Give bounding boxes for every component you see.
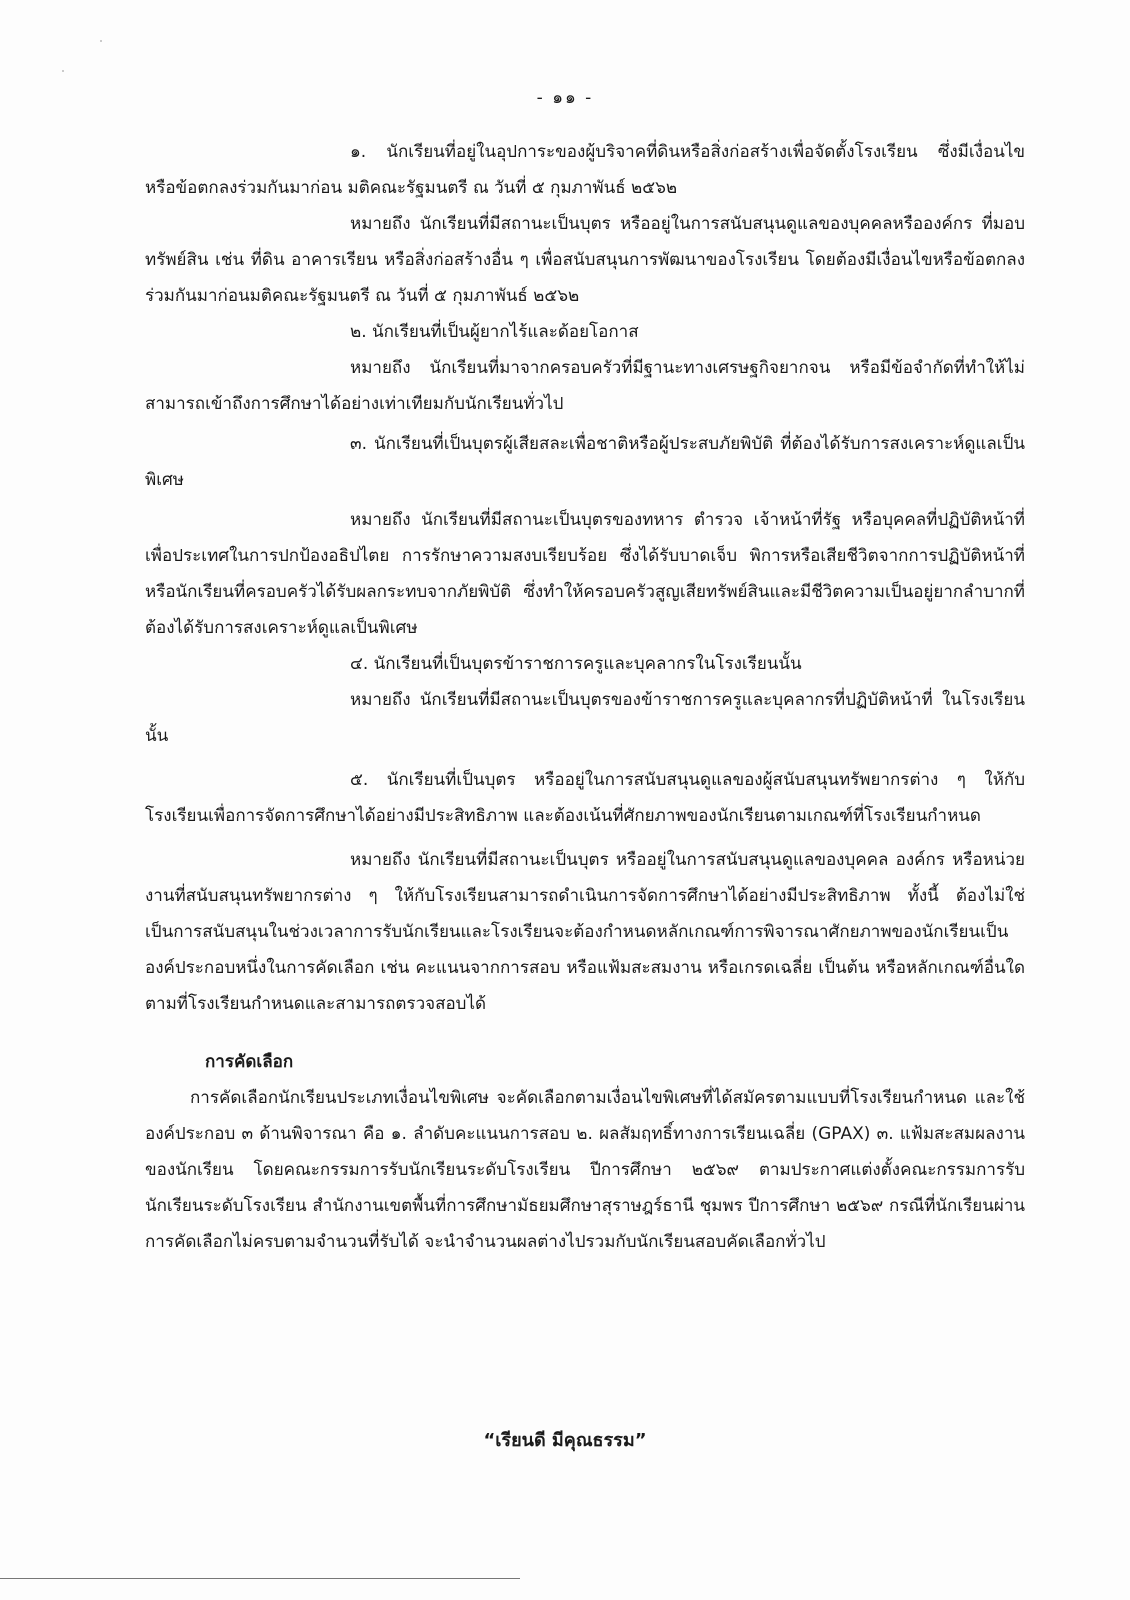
item-2-heading: ๒. นักเรียนที่เป็นผู้ยากไร้และด้อยโอกาส [350,322,639,342]
item-1-heading: ๑. นักเรียนที่อยู่ในอุปการะของผู้บริจาคที่ดินหรือสิ่งก่อสร้างเพื่อจัดตั้งโรงเรียน ซึ่งมีเงื่อนไขหรือข้อตกลงร่วมกันมาก่อน มติคณะรัฐมนตรี ณ วันที่ ๕ กุมภาพันธ์ ๒๕๖๒ [145,142,1025,198]
scan-edge-line [0,1578,520,1579]
item-1-meaning: หมายถึง นักเรียนที่มีสถานะเป็นบุตร หรืออยู่ในการสนับสนุนดูแลของบุคคลหรือองค์กร ที่มอบทรัพย์สิน เช่น ที่ดิน อาคารเรียน หรือสิ่งก่อสร้างอื่น ๆ เพื่อสนับสนุนการพัฒนาของโรงเรียน โดยต้องมีเงื่อนไขหรือข้อตกลงร่วมกันมาก่อนมติคณะรัฐมนตรี ณ วันที่ ๕ กุมภาพันธ์ ๒๕๖๒ [145,214,1025,306]
item-3-heading: ๓. นักเรียนที่เป็นบุตรผู้เสียสละเพื่อชาติหรือผู้ประสบภัยพิบัติ ที่ต้องได้รับการสงเคราะห์ดูแลเป็นพิเศษ [145,434,1025,490]
selection-heading: การคัดเลือก [205,1052,294,1072]
school-motto: “เรียนดี มีคุณธรรม” [483,1430,647,1451]
scan-speck [100,40,102,42]
selection-text: การคัดเลือกนักเรียนประเภทเงื่อนไขพิเศษ จะคัดเลือกตามเงื่อนไขพิเศษที่ได้สมัครตามแบบที่โรงเรียนกำหนด และใช้องค์ประกอบ ๓ ด้านพิจารณา คือ ๑. ลำดับคะแนนการสอบ ๒. ผลสัมฤทธิ์ทางการเรียนเฉลี่ย (GPAX) ๓. แฟ้มสะสมผลงานของนักเรียน โดยคณะกรรมการรับนักเรียนระดับโรงเรียน ปีการศึกษา ๒๕๖๙ ตามประกาศแต่งตั้งคณะกรรมการรับนักเรียนระดับโรงเรียน สำนักงานเขตพื้นที่การศึกษามัธยมศึกษาสุราษฎร์ธานี ชุมพร ปีการศึกษา ๒๕๖๙ กรณีที่นักเรียนผ่านการคัดเลือกไม่ครบตามจำนวนที่รับได้ จะนำจำนวนผลต่างไปรวมกับนักเรียนสอบคัดเลือกทั่วไป [145,1088,1025,1252]
page-number: - ๑๑ - [536,88,594,108]
item-5-meaning: หมายถึง นักเรียนที่มีสถานะเป็นบุตร หรืออยู่ในการสนับสนุนดูแลของบุคคล องค์กร หรือหน่วยงานที่สนับสนุนทรัพยากรต่าง ๆ ให้กับโรงเรียนสามารถดำเนินการจัดการศึกษาได้อย่างมีประสิทธิภาพ ทั้งนี้ ต้องไม่ใช่เป็นการสนับสนุนในช่วงเวลาการรับนักเรียนและโรงเรียนจะต้องกำหนดหลักเกณฑ์การพิจารณาศักยภาพของนักเรียนเป็นองค์ประกอบหนึ่งในการคัดเลือก เช่น คะแนนจากการสอบ หรือแฟ้มสะสมงาน หรือเกรดเฉลี่ย เป็นต้น หรือหลักเกณฑ์อื่นใดตามที่โรงเรียนกำหนดและสามารถตรวจสอบได้ [145,850,1025,1014]
item-4-heading: ๔. นักเรียนที่เป็นบุตรข้าราชการครูและบุคลากรในโรงเรียนนั้น [350,654,802,674]
item-3-meaning: หมายถึง นักเรียนที่มีสถานะเป็นบุตรของทหาร ตำรวจ เจ้าหน้าที่รัฐ หรือบุคคลที่ปฏิบัติหน้าที่เพื่อประเทศในการปกป้องอธิปไตย การรักษาความสงบเรียบร้อย ซึ่งได้รับบาดเจ็บ พิการหรือเสียชีวิตจากการปฏิบัติหน้าที่ หรือนักเรียนที่ครอบครัวได้รับผลกระทบจากภัยพิบัติ ซึ่งทำให้ครอบครัวสูญเสียทรัพย์สินและมีชีวิตความเป็นอยู่ยากลำบากที่ต้องได้รับการสงเคราะห์ดูแลเป็นพิเศษ [145,510,1025,638]
item-4-meaning: หมายถึง นักเรียนที่มีสถานะเป็นบุตรของข้าราชการครูและบุคลากรที่ปฏิบัติหน้าที่ ในโรงเรียนนั้น [145,690,1025,746]
scan-speck [62,70,64,72]
item-5-heading: ๕. นักเรียนที่เป็นบุตร หรืออยู่ในการสนับสนุนดูแลของผู้สนับสนุนทรัพยากรต่าง ๆ ให้กับโรงเรียนเพื่อการจัดการศึกษาได้อย่างมีประสิทธิภาพ และต้องเน้นที่ศักยภาพของนักเรียนตามเกณฑ์ที่โรงเรียนกำหนด [145,770,1025,826]
body-text [145,134,1025,1260]
item-2-meaning: หมายถึง นักเรียนที่มาจากครอบครัวที่มีฐานะทางเศรษฐกิจยากจน หรือมีข้อจำกัดที่ทำให้ไม่สามารถเข้าถึงการศึกษาได้อย่างเท่าเทียมกับนักเรียนทั่วไป [145,358,1025,414]
